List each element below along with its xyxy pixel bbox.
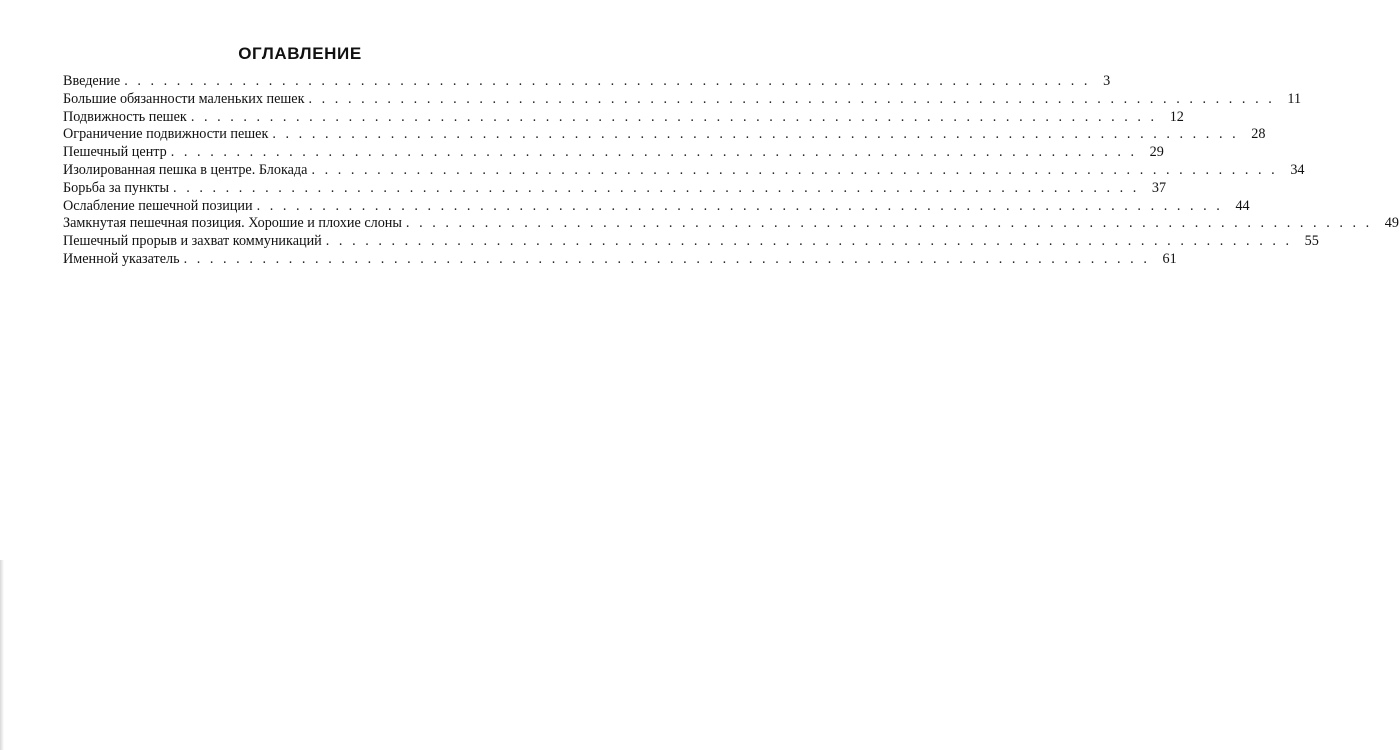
dot-leader: .......................................................................... bbox=[170, 144, 1144, 161]
dot-leader: .......................................................................... bbox=[183, 250, 1157, 267]
table-of-contents bbox=[63, 73, 1399, 269]
dot-leader: .......................................................................... bbox=[124, 73, 1098, 89]
page-edge-shadow bbox=[0, 560, 4, 750]
toc-entry[interactable] bbox=[63, 179, 1167, 198]
dot-leader: .......................................................................... bbox=[308, 90, 1282, 107]
dot-leader: .......................................................................... bbox=[190, 108, 1164, 125]
toc-entry-title: Борьба за пункты bbox=[63, 179, 170, 196]
toc-entry[interactable] bbox=[63, 90, 1302, 109]
dot-leader: .......................................................................... bbox=[256, 197, 1230, 214]
dot-leader: .......................................................................... bbox=[272, 126, 1246, 143]
toc-entry[interactable] bbox=[63, 73, 1111, 91]
toc-entry[interactable] bbox=[63, 215, 1399, 233]
toc-entry-title: Изолированная пешка в центре. Блокада bbox=[63, 161, 308, 178]
toc-entry[interactable] bbox=[63, 144, 1164, 162]
toc-entry[interactable] bbox=[63, 197, 1250, 216]
toc-entry-page-number: 55 bbox=[1304, 233, 1319, 250]
toc-entry-title: Ослабление пешечной позиции bbox=[63, 197, 253, 214]
toc-entry[interactable] bbox=[63, 161, 1305, 180]
toc-entry[interactable] bbox=[63, 233, 1319, 251]
dot-leader: .......................................................................... bbox=[173, 179, 1146, 196]
toc-entry-page-number: 44 bbox=[1235, 197, 1250, 214]
toc-entry-page-number: 49 bbox=[1384, 215, 1399, 232]
toc-heading: ОГЛАВЛЕНИЕ bbox=[238, 44, 362, 63]
toc-entry-page-number: 3 bbox=[1103, 73, 1111, 89]
toc-entry-title: Пешечный центр bbox=[63, 144, 167, 161]
toc-entry-page-number: 29 bbox=[1149, 144, 1164, 161]
dot-leader: .......................................................................... bbox=[311, 161, 1285, 178]
toc-entry-page-number: 34 bbox=[1290, 161, 1305, 178]
toc-entry[interactable] bbox=[63, 108, 1184, 127]
dot-leader: .......................................................................... bbox=[405, 215, 1379, 232]
toc-entry-title: Ограничение подвижности пешек bbox=[63, 126, 269, 143]
toc-entry-title: Пешечный прорыв и захват коммуникаций bbox=[63, 233, 322, 250]
toc-entry-page-number: 12 bbox=[1169, 108, 1184, 125]
toc-entry-title: Введение bbox=[63, 73, 121, 89]
toc-entry[interactable] bbox=[63, 126, 1266, 144]
toc-entry-title: Большие обязанности маленьких пешек bbox=[63, 90, 305, 107]
toc-entry-title: Именной указатель bbox=[63, 250, 180, 267]
toc-entry-page-number: 11 bbox=[1287, 90, 1302, 107]
toc-entry-title: Подвижность пешек bbox=[63, 108, 187, 125]
toc-entry-title: Замкнутая пешечная позиция. Хорошие и плохие слоны bbox=[63, 215, 402, 232]
toc-entry-page-number: 37 bbox=[1151, 179, 1167, 196]
toc-entry-page-number: 61 bbox=[1162, 250, 1177, 267]
dot-leader: .......................................................................... bbox=[325, 233, 1299, 250]
toc-entry-page-number: 28 bbox=[1251, 126, 1266, 143]
toc-entry[interactable] bbox=[63, 250, 1177, 269]
